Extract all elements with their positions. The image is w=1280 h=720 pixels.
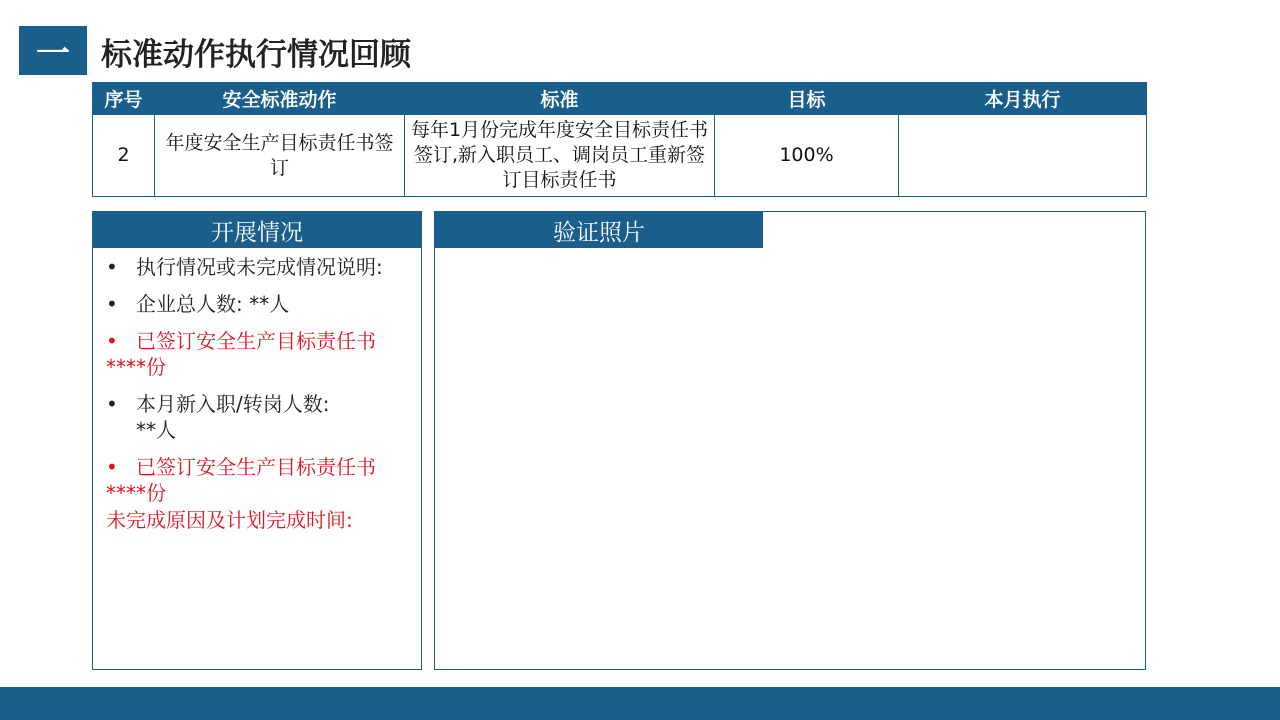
progress-notes <box>93 248 421 533</box>
note-text-block <box>106 328 376 380</box>
cell-monthly-execution[interactable] <box>899 115 1147 197</box>
column-header-monthly: 本月执行 <box>899 83 1147 115</box>
photo-area[interactable] <box>435 248 1145 669</box>
standard-action-table <box>92 82 1147 197</box>
note-text: 执行情况或未完成情况说明: <box>136 255 383 279</box>
note-continuation: ****份 <box>106 481 166 505</box>
bullet: • <box>106 292 118 316</box>
note-continuation: **人 <box>136 418 176 442</box>
list-item <box>106 391 411 443</box>
page-title: 标准动作执行情况回顾 <box>101 36 411 73</box>
table-header-row <box>93 83 1147 115</box>
table-row <box>93 115 1147 197</box>
bullet: • <box>106 255 118 279</box>
note-continuation: ****份 <box>106 355 166 379</box>
cell-standard: 每年1月份完成年度安全目标责任书签订,新入职员工、调岗员工重新签订目标责任书 <box>405 115 715 197</box>
column-header-action: 安全标准动作 <box>155 83 405 115</box>
note-text: 已签订安全生产目标责任书 <box>136 329 376 353</box>
incomplete-reason-label: 未完成原因及计划完成时间: <box>106 508 353 532</box>
cell-target: 100% <box>715 115 899 197</box>
verification-photo-panel <box>434 211 1146 670</box>
list-item <box>106 254 411 280</box>
list-item <box>106 291 411 317</box>
column-header-index: 序号 <box>93 83 155 115</box>
cell-index: 2 <box>93 115 155 197</box>
column-header-target: 目标 <box>715 83 899 115</box>
column-header-standard: 标准 <box>405 83 715 115</box>
progress-panel-title: 开展情况 <box>93 212 421 248</box>
list-item <box>106 454 411 506</box>
verification-photo-title: 验证照片 <box>435 212 763 248</box>
footer-bar <box>0 687 1280 720</box>
note-text-block <box>106 454 376 506</box>
note-text-block <box>136 391 329 443</box>
note-text: 本月新入职/转岗人数: <box>136 392 330 416</box>
list-item <box>106 328 411 380</box>
progress-panel <box>92 211 422 670</box>
section-number-badge: 一 <box>19 26 87 75</box>
bullet: • <box>106 329 118 353</box>
bullet: • <box>106 455 118 479</box>
note-text: 已签订安全生产目标责任书 <box>136 455 376 479</box>
bullet: • <box>106 392 118 416</box>
cell-action: 年度安全生产目标责任书签订 <box>155 115 405 197</box>
note-text: 企业总人数: **人 <box>136 292 290 316</box>
